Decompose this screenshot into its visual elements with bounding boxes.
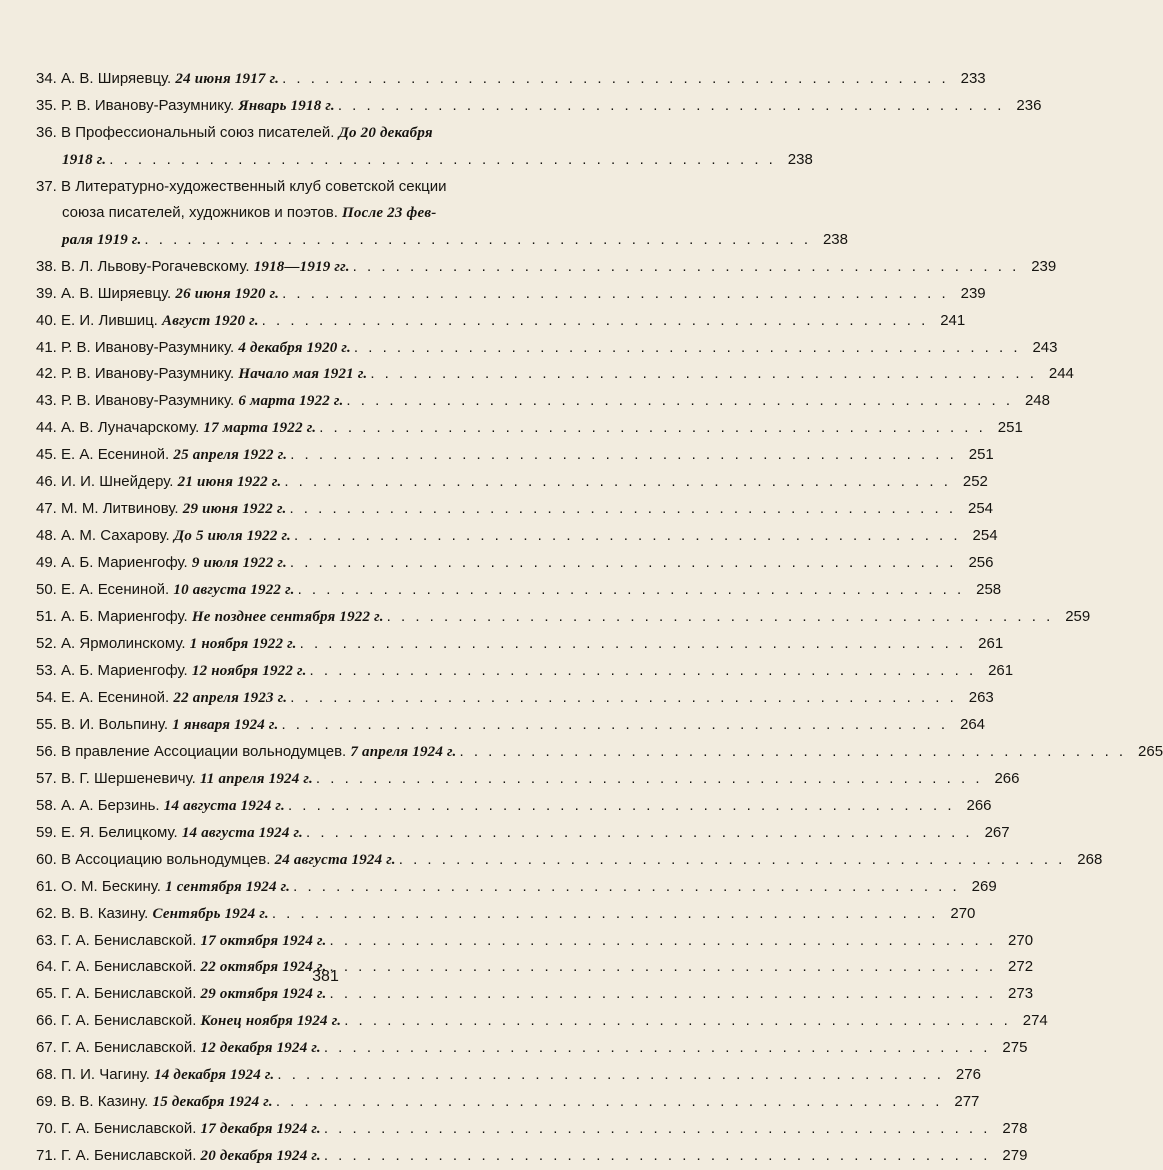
entry-date: 1 января 1924 г. bbox=[172, 716, 279, 733]
dot-leader bbox=[295, 577, 968, 603]
entry-page: 254 bbox=[967, 500, 994, 518]
entry-page: 258 bbox=[976, 581, 1002, 599]
toc-entry-59 bbox=[36, 820, 1010, 847]
entry-number: 63. bbox=[36, 931, 57, 949]
entry-number: 38. bbox=[36, 257, 57, 275]
entry-text: Е. А. Есениной. 10 августа 1922 г. bbox=[61, 581, 295, 599]
entry-date: 22 апреля 1923 г. bbox=[173, 689, 288, 706]
table-of-contents bbox=[36, 66, 1163, 1170]
dot-leader bbox=[343, 388, 1016, 414]
entry-page: 270 bbox=[1008, 931, 1034, 949]
toc-entry-37-line2: союза писателей, художников и поэтов. После 23 фев- bbox=[62, 203, 437, 221]
entry-page: 278 bbox=[1002, 1120, 1028, 1138]
entry-page: 272 bbox=[1008, 958, 1034, 976]
entry-page: 273 bbox=[1008, 985, 1034, 1003]
entry-text: Е. А. Есениной. 25 апреля 1922 г. bbox=[61, 446, 288, 464]
entry-page: 241 bbox=[940, 311, 966, 329]
entry-number: 47. bbox=[36, 500, 57, 518]
toc-entry-36 bbox=[36, 120, 576, 147]
dot-leader bbox=[141, 227, 814, 253]
toc-entry-70 bbox=[36, 1116, 1028, 1143]
entry-text: Г. А. Бениславской. 17 декабря 1924 г. bbox=[61, 1120, 321, 1138]
page-number: 381 bbox=[312, 968, 339, 985]
entry-date: Август 1920 г. bbox=[162, 312, 259, 329]
entry-number: 49. bbox=[36, 554, 57, 572]
toc-entry-63 bbox=[36, 928, 1034, 955]
toc-entry-40 bbox=[36, 308, 966, 335]
toc-entry-41 bbox=[36, 335, 1058, 362]
entry-number: 54. bbox=[36, 688, 57, 706]
entry-page: 261 bbox=[988, 661, 1014, 679]
entry-date: 17 октября 1924 г. bbox=[200, 932, 327, 949]
entry-text: А. Ярмолинскому. 1 ноября 1922 г. bbox=[61, 635, 297, 653]
entry-number: 70. bbox=[36, 1120, 57, 1138]
entry-date: 14 декабря 1924 г. bbox=[154, 1067, 275, 1084]
entry-date: После 23 фев- bbox=[342, 204, 437, 221]
dot-leader bbox=[321, 1035, 994, 1061]
dot-leader bbox=[279, 66, 952, 92]
entry-date: 14 августа 1924 г. bbox=[181, 824, 304, 841]
entry-text: А. Б. Мариенгофу. 9 июля 1922 г. bbox=[61, 554, 287, 572]
dot-leader bbox=[316, 415, 989, 441]
entry-number: 53. bbox=[36, 661, 57, 679]
entry-page: 266 bbox=[994, 769, 1020, 787]
entry-text: М. М. Литвинову. 29 июня 1922 г. bbox=[61, 500, 287, 518]
entry-text: Е. А. Есениной. 22 апреля 1923 г. bbox=[61, 688, 288, 706]
dot-leader bbox=[286, 496, 959, 522]
entry-date: 12 декабря 1924 г. bbox=[200, 1040, 321, 1057]
toc-entry-53 bbox=[36, 658, 1014, 685]
toc-entry-66 bbox=[36, 1008, 1048, 1035]
entry-number: 46. bbox=[36, 473, 57, 491]
entry-number: 36. bbox=[36, 123, 57, 141]
toc-entry-45 bbox=[36, 442, 994, 469]
dot-leader bbox=[326, 928, 999, 954]
entry-text: А. Б. Мариенгофу. 12 ноября 1922 г. bbox=[61, 661, 307, 679]
entry-text: Г. А. Бениславской. Конец ноября 1924 г. bbox=[61, 1012, 342, 1030]
entry-text: И. И. Шнейдеру. 21 июня 1922 г. bbox=[61, 473, 282, 491]
entry-date: 17 декабря 1924 г. bbox=[200, 1121, 321, 1138]
entry-page: 259 bbox=[1065, 608, 1091, 626]
dot-leader bbox=[278, 712, 951, 738]
entry-page: 270 bbox=[950, 904, 976, 922]
dot-leader bbox=[307, 658, 980, 684]
entry-date: 1918 г. bbox=[62, 151, 107, 168]
entry-page: 265 bbox=[1138, 742, 1163, 760]
toc-entry-62 bbox=[36, 901, 976, 928]
dot-leader bbox=[287, 550, 960, 576]
dot-leader bbox=[273, 1089, 946, 1115]
entry-text: В. И. Вольпину. 1 января 1924 г. bbox=[61, 715, 279, 733]
toc-entry-58 bbox=[36, 793, 992, 820]
entry-number: 37. bbox=[36, 177, 57, 195]
dot-leader bbox=[274, 1062, 947, 1088]
entry-page: 238 bbox=[822, 230, 848, 248]
entry-text: А. В. Луначарскому. 17 марта 1922 г. bbox=[61, 419, 317, 437]
toc-entry-54 bbox=[36, 685, 994, 712]
entry-date: 1 ноября 1922 г. bbox=[189, 636, 297, 653]
dot-leader bbox=[269, 901, 942, 927]
entry-text: Р. В. Иванову-Разумнику. 4 декабря 1920 г. bbox=[61, 338, 351, 356]
entry-page: 277 bbox=[954, 1093, 980, 1111]
entry-page: 239 bbox=[1031, 257, 1057, 275]
entry-number: 59. bbox=[36, 823, 57, 841]
entry-number: 62. bbox=[36, 904, 57, 922]
entry-number: 56. bbox=[36, 742, 57, 760]
entry-number: 69. bbox=[36, 1093, 57, 1111]
entry-date: 24 июня 1917 г. bbox=[175, 71, 280, 87]
entry-number: 50. bbox=[36, 581, 57, 599]
toc-entry-35 bbox=[36, 93, 1042, 120]
entry-date: 11 апреля 1924 г. bbox=[199, 770, 313, 787]
dot-leader bbox=[291, 523, 964, 549]
dot-leader bbox=[367, 361, 1040, 387]
entry-date: 26 июня 1920 г. bbox=[175, 285, 280, 302]
toc-entry-51 bbox=[36, 604, 1091, 631]
entry-number: 42. bbox=[36, 365, 57, 383]
entry-page: 248 bbox=[1024, 392, 1050, 410]
dot-leader bbox=[396, 847, 1069, 873]
entry-date: 7 апреля 1924 г. bbox=[350, 743, 457, 760]
entry-text: А. М. Сахарову. До 5 июля 1922 г. bbox=[61, 527, 291, 545]
entry-text: В Ассоциацию вольнодумцев. 24 августа 1924 г. bbox=[61, 850, 396, 868]
entry-text: В. В. Казину. 15 декабря 1924 г. bbox=[61, 1093, 273, 1111]
entry-page: 252 bbox=[962, 473, 988, 491]
entry-page: 243 bbox=[1032, 338, 1058, 356]
toc-entry-37 bbox=[36, 174, 576, 200]
entry-text: А. Б. Мариенгофу. Не позднее сентября 1922 г. bbox=[61, 608, 384, 626]
entry-text: В. Г. Шершеневичу. 11 апреля 1924 г. bbox=[61, 769, 313, 787]
dot-leader bbox=[341, 1008, 1014, 1034]
entry-date: 17 марта 1922 г. bbox=[203, 420, 317, 437]
entry-date: 29 октября 1924 г. bbox=[200, 986, 327, 1003]
entry-text: Г. А. Бениславской. 12 декабря 1924 г. bbox=[61, 1039, 321, 1057]
entry-date: 4 декабря 1920 г. bbox=[238, 339, 351, 356]
dot-leader bbox=[287, 685, 960, 711]
entry-date: 21 июня 1922 г. bbox=[177, 474, 282, 491]
toc-entry-55 bbox=[36, 712, 986, 739]
entry-page: 274 bbox=[1022, 1012, 1048, 1030]
entry-page: 263 bbox=[968, 688, 994, 706]
entry-number: 67. bbox=[36, 1039, 57, 1057]
entry-text: Г. А. Бениславской. 20 декабря 1924 г. bbox=[61, 1147, 321, 1165]
toc-entry-38 bbox=[36, 254, 1057, 281]
entry-text: А. В. Ширяевцу. 26 июня 1920 г. bbox=[61, 284, 280, 302]
entry-page: 276 bbox=[955, 1066, 981, 1084]
toc-entry-52 bbox=[36, 631, 1004, 658]
entry-page: 233 bbox=[960, 70, 986, 87]
dot-leader bbox=[351, 335, 1024, 361]
entry-text: П. И. Чагину. 14 декабря 1924 г. bbox=[61, 1066, 275, 1084]
entry-date: До 5 июля 1922 г. bbox=[173, 528, 291, 545]
entry-date: 22 октября 1924 г. bbox=[200, 959, 327, 976]
entry-text: Г. А. Бениславской. 22 октября 1924 г. bbox=[61, 958, 327, 976]
entry-date: До 20 декабря bbox=[338, 124, 433, 141]
entry-date: 12 ноября 1922 г. bbox=[191, 662, 307, 679]
dot-leader bbox=[106, 147, 779, 173]
entry-text: В. Л. Львову-Рогачевскому. 1918—1919 гг. bbox=[61, 257, 350, 275]
toc-entry-61 bbox=[36, 874, 997, 901]
dot-leader bbox=[279, 281, 952, 307]
entry-number: 43. bbox=[36, 392, 57, 410]
entry-page: 261 bbox=[978, 635, 1004, 653]
toc-entry-67 bbox=[36, 1035, 1028, 1062]
dot-leader bbox=[281, 469, 954, 495]
entry-number: 40. bbox=[36, 311, 57, 329]
entry-date: 1918—1919 гг. bbox=[253, 258, 350, 275]
entry-page: 269 bbox=[971, 877, 997, 895]
toc-entry-69 bbox=[36, 1089, 980, 1116]
dot-leader bbox=[313, 766, 986, 792]
toc-entries-list bbox=[36, 254, 1163, 1170]
dot-leader bbox=[457, 739, 1130, 765]
toc-entry-50 bbox=[36, 577, 1002, 604]
entry-text: А. А. Берзинь. 14 августа 1924 г. bbox=[61, 796, 285, 814]
entry-date: Не позднее сентября 1922 г. bbox=[191, 609, 384, 626]
entry-date: 25 апреля 1922 г. bbox=[173, 447, 288, 464]
toc-entry-56 bbox=[36, 739, 1163, 766]
entry-date: Сентябрь 1924 г. bbox=[152, 905, 269, 922]
entry-page: 268 bbox=[1077, 850, 1103, 868]
entry-text: Р. В. Иванову-Разумнику. Начало мая 1921 г. bbox=[61, 365, 368, 383]
toc-entry-71 bbox=[36, 1143, 1028, 1170]
entry-number: 61. bbox=[36, 877, 57, 895]
entry-page: 251 bbox=[968, 446, 994, 464]
entry-date: 15 декабря 1924 г. bbox=[152, 1094, 273, 1111]
entry-text: Е. Я. Белицкому. 14 августа 1924 г. bbox=[61, 823, 304, 841]
entry-text: Е. И. Лившиц. Август 1920 г. bbox=[61, 311, 259, 329]
entry-page: 244 bbox=[1048, 365, 1074, 383]
entry-number: 60. bbox=[36, 850, 57, 868]
entry-text: Г. А. Бениславской. 29 октября 1924 г. bbox=[61, 985, 327, 1003]
entry-text: В Литературно-художественный клуб советской секции bbox=[61, 177, 447, 195]
entry-page: 238 bbox=[787, 150, 813, 168]
dot-leader bbox=[350, 254, 1023, 280]
entry-number: 45. bbox=[36, 446, 57, 464]
toc-entry-39 bbox=[36, 281, 986, 308]
dot-leader bbox=[259, 308, 932, 334]
entry-page: 266 bbox=[966, 796, 992, 814]
entry-text: В. В. Казину. Сентябрь 1924 г. bbox=[61, 904, 269, 922]
entry-date: Начало мая 1921 г. bbox=[238, 366, 368, 383]
entry-number: 35. bbox=[36, 96, 57, 114]
toc-entry-48 bbox=[36, 523, 998, 550]
entry-page: 236 bbox=[1016, 96, 1042, 114]
entry-date: раля 1919 г. bbox=[62, 231, 142, 248]
entry-date: Конец ноября 1924 г. bbox=[200, 1013, 342, 1030]
entry-date: 10 августа 1922 г. bbox=[173, 582, 295, 599]
entry-page: 239 bbox=[960, 284, 986, 302]
toc-entry-34 bbox=[36, 66, 986, 93]
toc-entry-36-continued bbox=[36, 147, 813, 174]
dot-leader bbox=[321, 1116, 994, 1142]
dot-leader bbox=[384, 604, 1057, 630]
entry-number: 39. bbox=[36, 284, 57, 302]
toc-entry-49 bbox=[36, 550, 994, 577]
entry-text: О. М. Бескину. 1 сентября 1924 г. bbox=[61, 877, 291, 895]
toc-entry-44 bbox=[36, 415, 1023, 442]
entry-page: 275 bbox=[1002, 1039, 1028, 1057]
toc-entry-37-line3 bbox=[36, 227, 848, 254]
entry-date: 14 августа 1924 г. bbox=[163, 797, 285, 814]
entry-number: 48. bbox=[36, 527, 57, 545]
toc-entry-68 bbox=[36, 1062, 981, 1089]
dot-leader bbox=[297, 631, 970, 657]
entry-page: 256 bbox=[968, 554, 994, 572]
dot-leader bbox=[335, 93, 1008, 119]
toc-entry-43 bbox=[36, 388, 1050, 415]
entry-text: Г. А. Бениславской. 17 октября 1924 г. bbox=[61, 931, 327, 949]
entry-number: 68. bbox=[36, 1066, 57, 1084]
toc-entry-57 bbox=[36, 766, 1020, 793]
entry-number: 71. bbox=[36, 1147, 57, 1165]
entry-text: Р. В. Иванову-Разумнику. 6 марта 1922 г. bbox=[61, 392, 344, 410]
entry-date: 29 июня 1922 г. bbox=[182, 501, 287, 518]
entry-page: 267 bbox=[984, 823, 1010, 841]
entry-text: А. В. Ширяевцу. 24 июня 1917 г. bbox=[61, 70, 280, 87]
entry-text: В Профессиональный союз писателей. До 20 декабря bbox=[61, 123, 433, 141]
entry-number: 34. bbox=[36, 70, 57, 87]
entry-date: Январь 1918 г. bbox=[238, 97, 335, 114]
entry-number: 52. bbox=[36, 635, 57, 653]
entry-number: 65. bbox=[36, 985, 57, 1003]
entry-number: 44. bbox=[36, 419, 57, 437]
entry-number: 64. bbox=[36, 958, 57, 976]
dot-leader bbox=[285, 793, 958, 819]
dot-leader bbox=[290, 874, 963, 900]
entry-number: 51. bbox=[36, 608, 57, 626]
toc-entry-46 bbox=[36, 469, 988, 496]
entry-date: 1 сентября 1924 г. bbox=[165, 878, 291, 895]
entry-date: 6 марта 1922 г. bbox=[238, 393, 344, 410]
entry-page: 264 bbox=[959, 715, 986, 733]
toc-entry-60 bbox=[36, 847, 1103, 874]
entry-date: 20 декабря 1924 г. bbox=[200, 1148, 321, 1165]
entry-number: 57. bbox=[36, 769, 57, 787]
toc-entry-42 bbox=[36, 361, 1074, 388]
entry-date: 9 июля 1922 г. bbox=[191, 555, 287, 572]
entry-text: Р. В. Иванову-Разумнику. Январь 1918 г. bbox=[61, 96, 335, 114]
entry-page: 251 bbox=[997, 419, 1023, 437]
entry-number: 66. bbox=[36, 1012, 57, 1030]
entry-number: 58. bbox=[36, 796, 57, 814]
entry-number: 55. bbox=[36, 715, 57, 733]
entry-number: 41. bbox=[36, 338, 57, 356]
toc-entry-47 bbox=[36, 496, 994, 523]
entry-text: В правление Ассоциации вольнодумцев. 7 апреля 1924 г. bbox=[61, 742, 457, 760]
dot-leader bbox=[303, 820, 976, 846]
entry-date: 24 августа 1924 г. bbox=[274, 851, 396, 868]
dot-leader bbox=[321, 1143, 994, 1169]
entry-page: 254 bbox=[972, 527, 998, 545]
entry-page: 279 bbox=[1002, 1147, 1028, 1165]
dot-leader bbox=[287, 442, 960, 468]
